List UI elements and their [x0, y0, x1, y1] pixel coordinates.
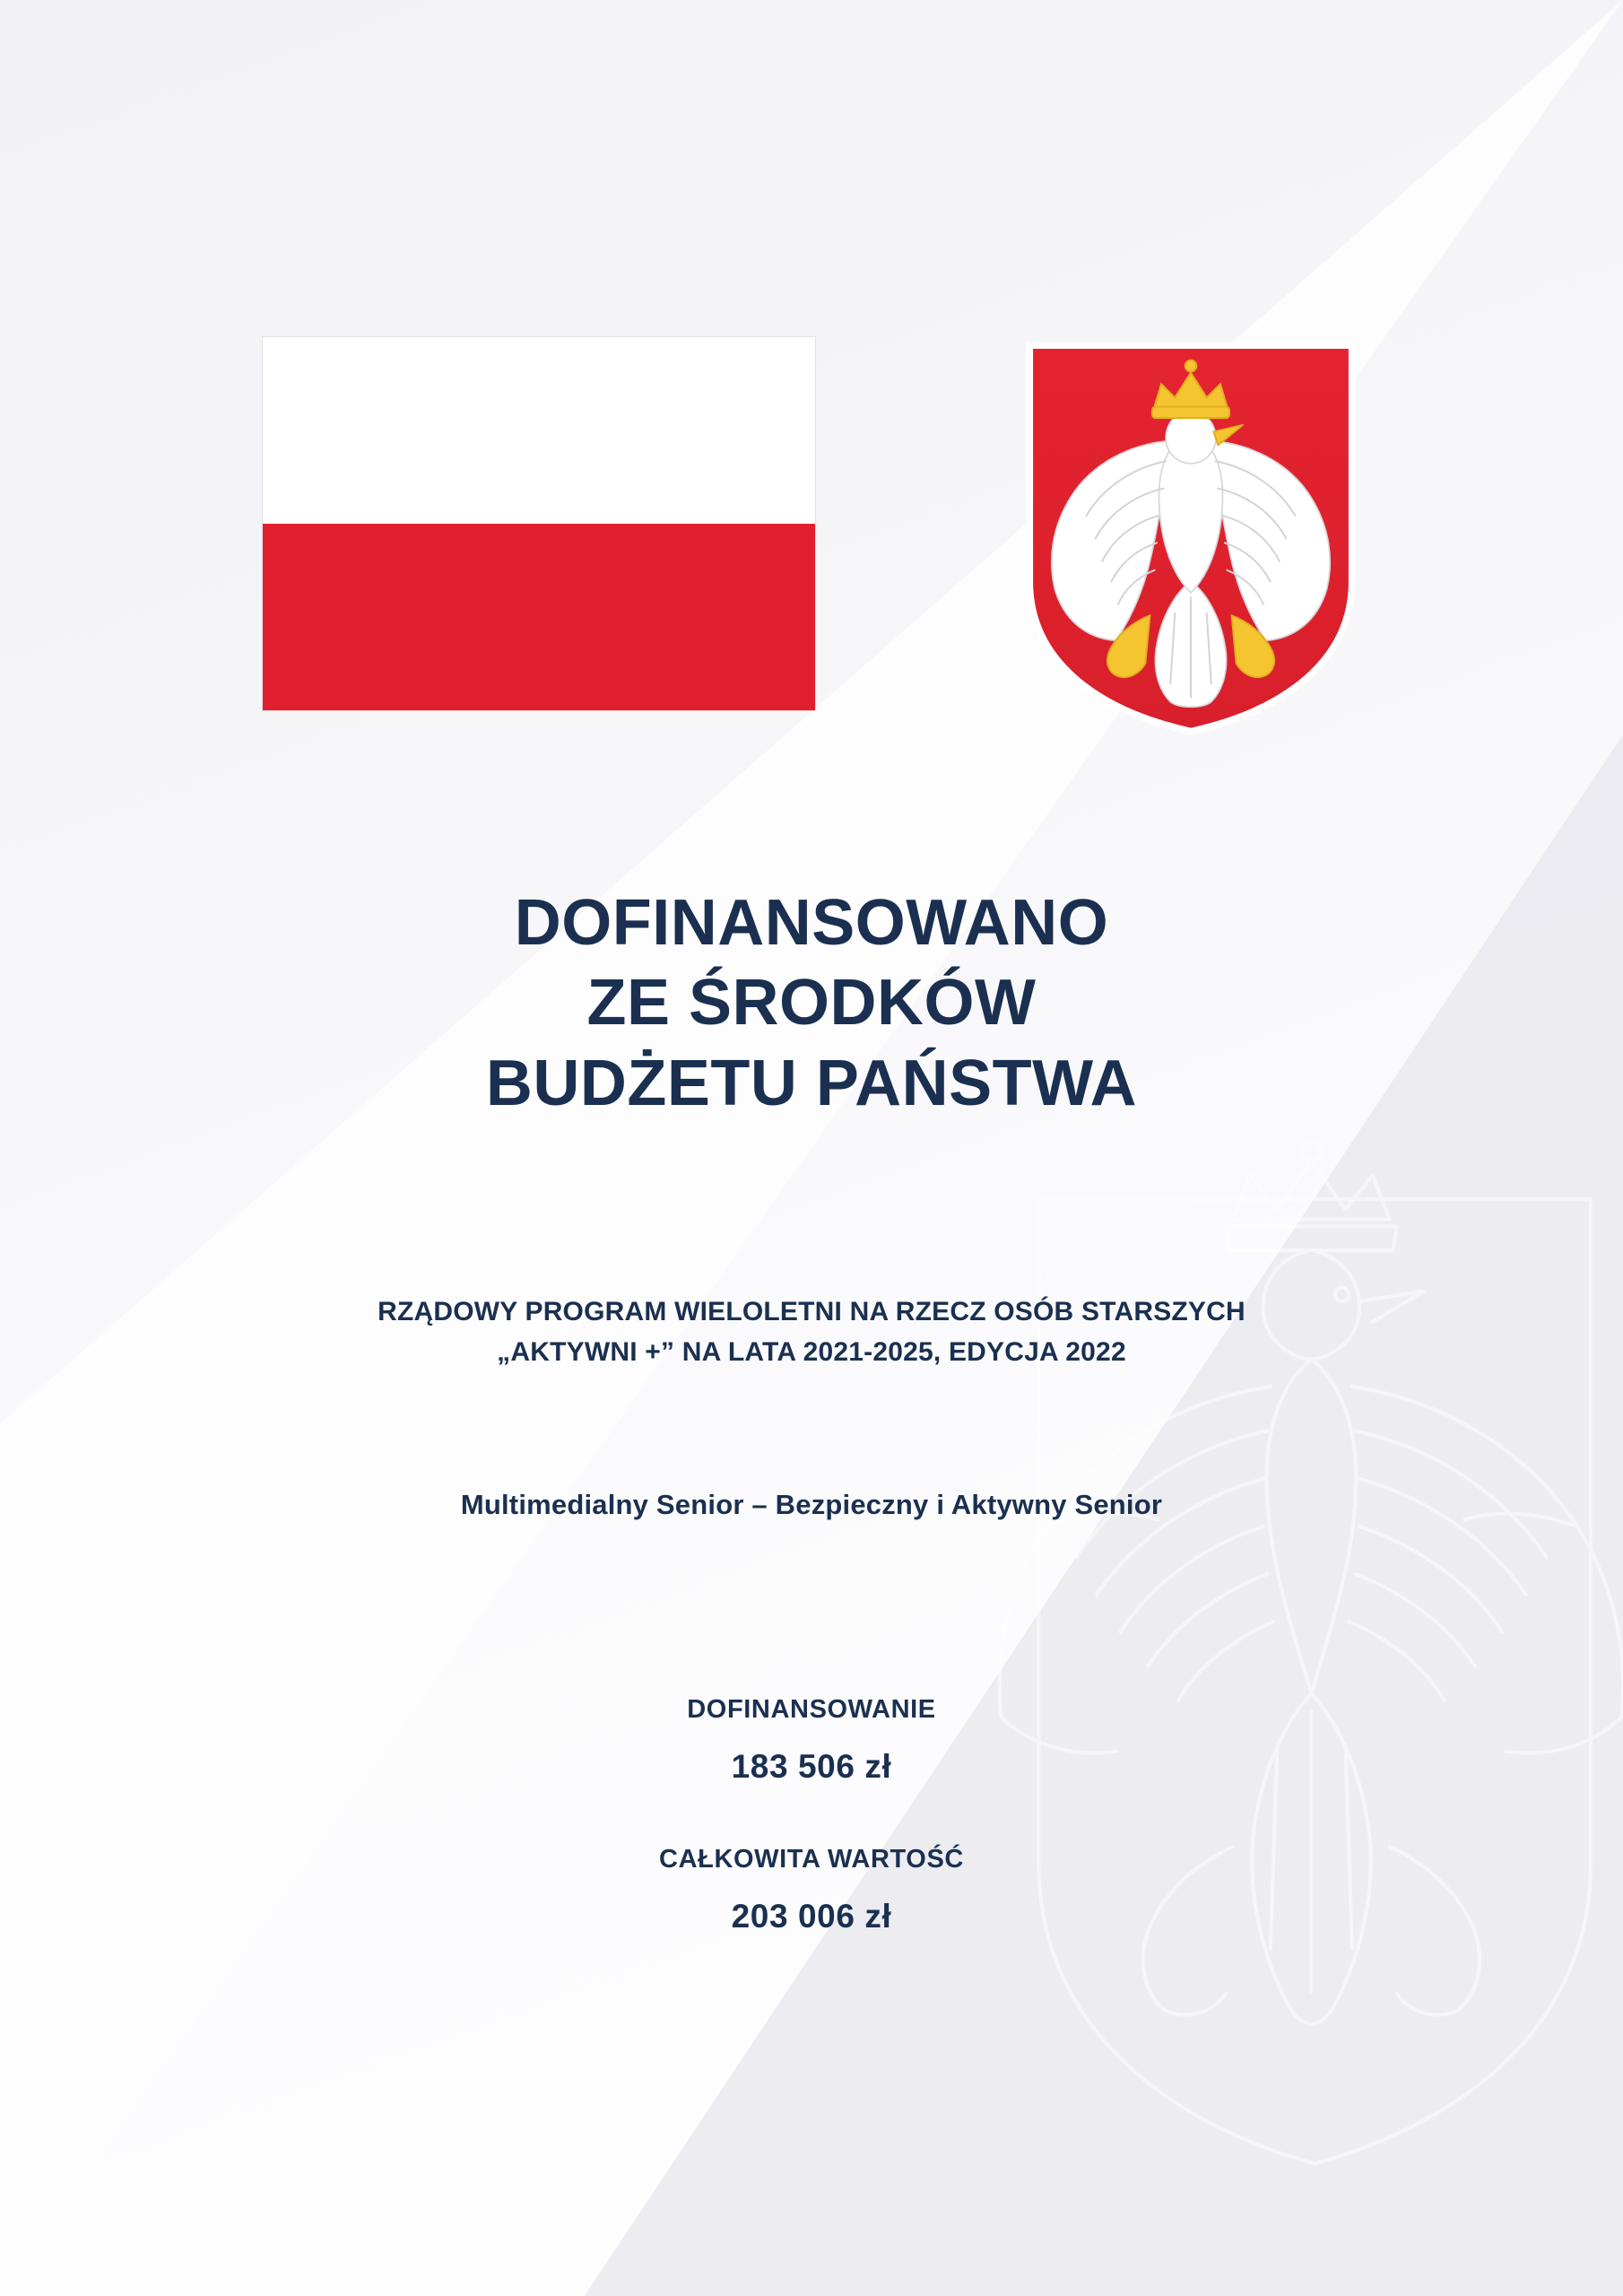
- polish-coat-of-arms-icon: [1020, 336, 1361, 738]
- program-name: [0, 1292, 1623, 1372]
- program-line-2: „AKTYWNI +” NA LATA 2021-2025, EDYCJA 2022: [497, 1337, 1126, 1367]
- headline-line-2: ZE ŚRODKÓW: [586, 967, 1037, 1039]
- headline: [0, 883, 1623, 1124]
- headline-line-3: BUDŻETU PAŃSTWA: [485, 1047, 1138, 1119]
- funding-label: DOFINANSOWANIE: [687, 1695, 936, 1724]
- flag-red-band: [263, 524, 815, 710]
- headline-line-1: DOFINANSOWANO: [514, 887, 1109, 959]
- project-title: Multimedialny Senior – Bezpieczny i Aktywny Senior: [460, 1489, 1163, 1520]
- funding-value: 183 506 zł: [731, 1748, 892, 1785]
- funding-figures: [0, 1668, 1623, 1935]
- program-line-1: RZĄDOWY PROGRAM WIELOLETNI NA RZECZ OSÓB STARSZYCH: [378, 1297, 1245, 1326]
- emblems-row: [0, 336, 1623, 738]
- polish-flag-icon: [262, 336, 816, 711]
- flag-white-band: [263, 337, 815, 524]
- total-value-amount: 203 006 zł: [731, 1898, 892, 1935]
- total-value-label: CAŁKOWITA WARTOŚĆ: [659, 1845, 964, 1874]
